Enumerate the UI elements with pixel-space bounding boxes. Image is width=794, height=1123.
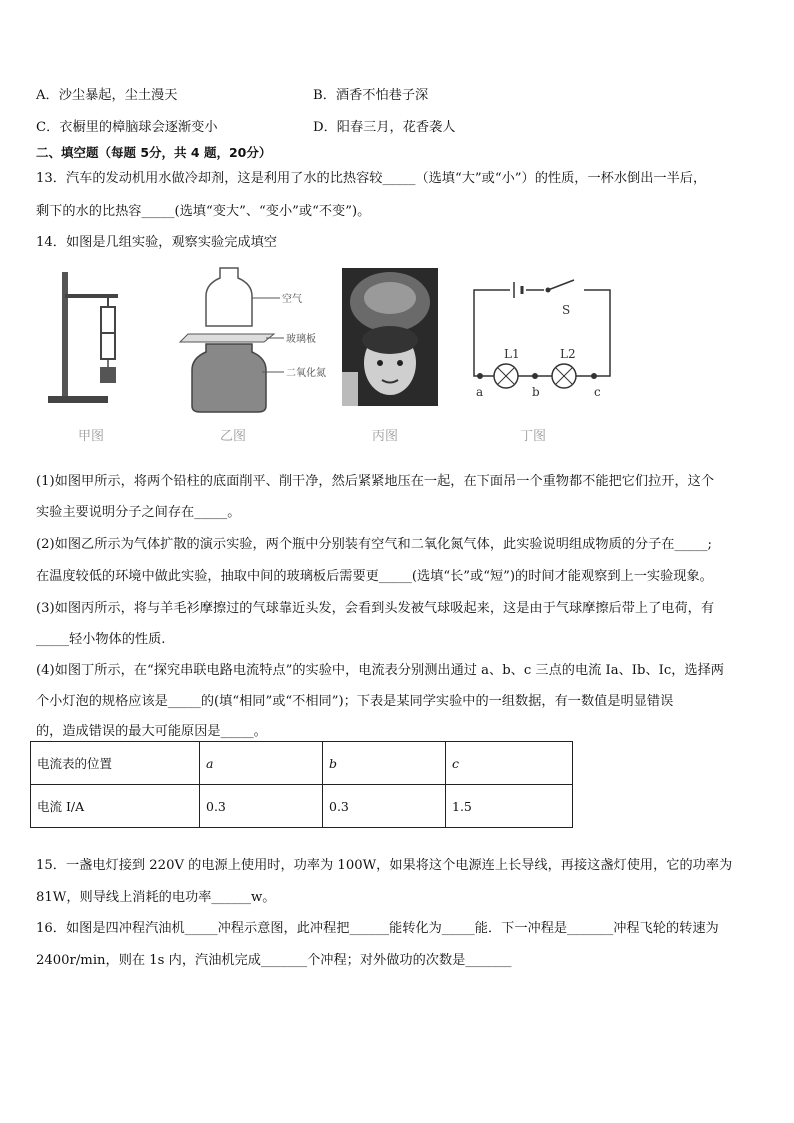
q16-line2: 2400r/min，则在 1s 内，汽油机完成_______个冲程；对外做功的次数是_______ [36,953,512,968]
caption-bing: 丙图 [372,429,399,444]
label-a: a [476,385,484,399]
figure-bing-photo [342,268,438,406]
q14-p1-line2: 实验主要说明分子之间存在_____。 [36,505,241,520]
table-row [31,785,573,828]
label-glass: 玻璃板 [286,334,316,345]
option-c: C．衣橱里的樟脑球会逐渐变小 [36,120,218,135]
current-data-table [30,741,573,828]
q14-p2-line2: 在温度较低的环境中做此实验，抽取中间的玻璃板后需要更_____(选填“长”或“短”)的时间才能观察到上一实验现象。 [36,569,713,584]
figure-yi [180,268,326,418]
option-a: A．沙尘暴起，尘土漫天 [36,88,178,103]
table-cell: 0.3 [323,785,446,828]
option-d: D．阳春三月，花香袭人 [313,120,456,135]
label-l2: L2 [560,347,576,361]
q15-line2: 81W，则导线上消耗的电功率______w。 [36,890,276,905]
q14-p3-line1: (3)如图丙所示，将与羊毛衫摩擦过的气球靠近头发，会看到头发被气球吸起来，这是由于气球摩擦后带上了电荷，有 [36,601,715,616]
table-cell: 电流 I/A [31,785,200,828]
table-cell: b [323,742,446,785]
experiment-figures [30,262,630,447]
q14-stem: 14．如图是几组实验，观察实验完成填空 [36,235,277,250]
table-row [31,742,573,785]
label-l1: L1 [504,347,520,361]
figure-ding-circuit [470,280,620,410]
label-air: 空气 [282,294,302,305]
label-c: c [594,385,601,399]
section-title: 二、填空题（每题 5分，共 4 题，20分） [36,145,272,160]
q14-p3-line2: _____轻小物体的性质. [36,632,166,647]
table-cell: a [200,742,323,785]
q14-p4-line3: 的，造成错误的最大可能原因是_____。 [36,724,267,739]
figure-jia [48,272,128,422]
q13-line2: 剩下的水的比热容_____(选填“变大”、“变小”或“不变”)。 [36,204,371,219]
caption-jia: 甲图 [78,429,105,444]
table-cell: 电流表的位置 [31,742,200,785]
q14-p1-line1: (1)如图甲所示，将两个铅柱的底面削平、削干净，然后紧紧地压在一起，在下面吊一个重物都不能把它们拉开，这个 [36,474,715,489]
q16-line1: 16．如图是四冲程汽油机_____冲程示意图，此冲程把______能转化为_____能．下一冲程是_______冲程飞轮的转速为 [36,921,719,936]
label-switch: S [562,303,571,317]
q15-line1: 15．一盏电灯接到 220V 的电源上使用时，功率为 100W，如果将这个电源连上长导线，再接这盏灯使用，它的功率为 [36,858,733,873]
option-b: B．酒香不怕巷子深 [313,88,429,103]
caption-ding: 丁图 [520,429,547,444]
table-cell: 0.3 [200,785,323,828]
table-cell: c [446,742,573,785]
label-no2: 二氧化氮 [286,368,326,379]
q13-line1: 13．汽车的发动机用水做冷却剂，这是利用了水的比热容较_____（选填“大”或“小”）的性质，一杯水倒出一半后， [36,171,707,186]
label-b: b [532,385,540,399]
q14-p4-line2: 个小灯泡的规格应该是_____的(填“相同”或“不相同”)；下表是某同学实验中的一组数据，有一数值是明显错误 [36,694,674,709]
table-cell: 1.5 [446,785,573,828]
caption-yi: 乙图 [220,429,247,444]
q14-p2-line1: (2)如图乙所示为气体扩散的演示实验，两个瓶中分别装有空气和二氧化氮气体，此实验说明组成物质的分子在_____; [36,537,712,552]
q14-p4-line1: (4)如图丁所示，在“探究串联电路电流特点”的实验中，电流表分别测出通过 a、b、c 三点的电流 Ia、Ib、Ic，选择两 [36,663,724,678]
